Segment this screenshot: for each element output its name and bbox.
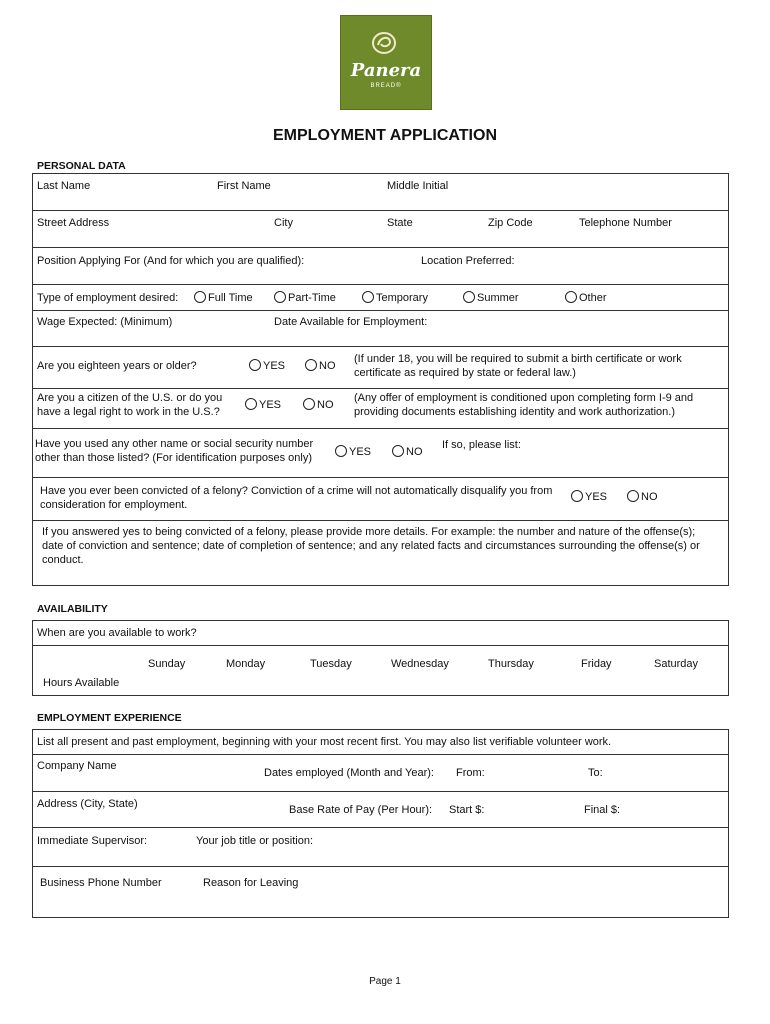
radio-icon[interactable] xyxy=(362,291,374,303)
divider xyxy=(32,310,729,311)
other-option[interactable] xyxy=(565,291,607,304)
summer-option[interactable] xyxy=(463,291,519,304)
option-label: NO xyxy=(406,446,423,458)
option-label: Summer xyxy=(477,292,519,304)
hours-available-label: Hours Available xyxy=(43,677,120,689)
page-number: Page 1 xyxy=(369,976,401,987)
personal-data-heading: PERSONAL DATA xyxy=(37,160,126,172)
divider xyxy=(32,477,729,478)
part-time-option[interactable] xyxy=(274,291,336,304)
divider xyxy=(32,827,729,828)
day-tuesday: Tuesday xyxy=(310,658,352,670)
final-pay-field[interactable]: Final $: xyxy=(584,804,621,816)
day-saturday: Saturday xyxy=(654,658,699,670)
employment-type-label: Type of employment desired: xyxy=(37,292,179,304)
radio-icon[interactable] xyxy=(571,490,583,502)
radio-icon[interactable] xyxy=(274,291,286,303)
citizen-yes-option[interactable] xyxy=(245,398,281,411)
divider xyxy=(32,346,729,347)
age-question: Are you eighteen years or older? xyxy=(37,360,197,372)
option-label: Part-Time xyxy=(288,292,336,304)
state-field[interactable]: State xyxy=(387,217,413,229)
radio-icon[interactable] xyxy=(303,398,315,410)
telephone-field[interactable]: Telephone Number xyxy=(579,217,672,229)
other-name-question: Have you used any other name or social security number other than those listed? (For identification purposes only) xyxy=(35,438,314,464)
availability-question: When are you available to work? xyxy=(37,627,197,639)
company-name-field[interactable]: Company Name xyxy=(37,760,117,772)
radio-icon[interactable] xyxy=(305,359,317,371)
middle-initial-field[interactable]: Middle Initial xyxy=(387,180,449,192)
other-name-yes-option[interactable] xyxy=(335,445,371,458)
day-friday: Friday xyxy=(581,658,612,670)
dates-employed-label: Dates employed (Month and Year): xyxy=(264,767,434,779)
radio-icon[interactable] xyxy=(565,291,577,303)
position-field[interactable]: Position Applying For (And for which you are qualified): xyxy=(37,255,305,267)
panera-logo xyxy=(340,15,432,110)
day-monday: Monday xyxy=(226,658,266,670)
felony-details-field[interactable]: If you answered yes to being convicted of a felony, please provide more details. For example: the number and nature of the offense(s); date of conviction and sentence; date of completion of sentence; and any related facts and circumstances surrounding the offense(s) or conduct. xyxy=(42,526,700,566)
option-label: NO xyxy=(319,360,336,372)
to-field[interactable]: To: xyxy=(588,767,603,779)
supervisor-field[interactable]: Immediate Supervisor: xyxy=(37,835,148,847)
city-field[interactable]: City xyxy=(274,217,293,229)
radio-icon[interactable] xyxy=(245,398,257,410)
radio-icon[interactable] xyxy=(392,445,404,457)
felony-yes-option[interactable] xyxy=(571,490,607,503)
option-label: YES xyxy=(585,491,608,503)
from-field[interactable]: From: xyxy=(456,767,485,779)
day-thursday: Thursday xyxy=(488,658,534,670)
divider xyxy=(32,754,729,755)
job-title-field[interactable]: Your job title or position: xyxy=(196,835,313,847)
location-field[interactable]: Location Preferred: xyxy=(421,255,515,267)
age-no-option[interactable] xyxy=(305,359,336,372)
pay-rate-label: Base Rate of Pay (Per Hour): xyxy=(289,804,433,816)
option-label: YES xyxy=(263,360,286,372)
felony-question: Have you ever been convicted of a felony? Conviction of a crime will not automatically disqualify you from consideration for employment. xyxy=(40,485,553,511)
divider xyxy=(32,247,729,248)
citizen-note: (Any offer of employment is conditioned upon completing form I-9 and providing documents establishing identity and work authorization.) xyxy=(354,392,694,418)
day-sunday: Sunday xyxy=(148,658,186,670)
availability-heading: AVAILABILITY xyxy=(37,603,108,615)
address-field[interactable]: Address (City, State) xyxy=(37,798,138,810)
last-name-field[interactable]: Last Name xyxy=(37,180,91,192)
felony-no-option[interactable] xyxy=(627,490,658,503)
radio-icon[interactable] xyxy=(463,291,475,303)
option-label: YES xyxy=(349,446,372,458)
option-label: Full Time xyxy=(208,292,253,304)
divider xyxy=(32,210,729,211)
panera-bread-icon xyxy=(371,30,397,56)
street-address-field[interactable]: Street Address xyxy=(37,217,110,229)
option-label: YES xyxy=(259,399,282,411)
full-time-option[interactable] xyxy=(194,291,253,304)
radio-icon[interactable] xyxy=(335,445,347,457)
page-title: EMPLOYMENT APPLICATION xyxy=(273,127,497,144)
radio-icon[interactable] xyxy=(627,490,639,502)
option-label: NO xyxy=(641,491,658,503)
divider xyxy=(32,520,729,521)
citizen-no-option[interactable] xyxy=(303,398,334,411)
divider xyxy=(32,284,729,285)
divider xyxy=(32,791,729,792)
experience-instructions: List all present and past employment, beginning with your most recent first. You may also list verifiable volunteer work. xyxy=(37,736,612,748)
radio-icon[interactable] xyxy=(194,291,206,303)
radio-icon[interactable] xyxy=(249,359,261,371)
experience-box xyxy=(32,729,729,918)
divider xyxy=(32,866,729,867)
start-pay-field[interactable]: Start $: xyxy=(449,804,485,816)
divider xyxy=(32,388,729,389)
experience-heading: EMPLOYMENT EXPERIENCE xyxy=(37,712,182,724)
zip-code-field[interactable]: Zip Code xyxy=(488,217,533,229)
age-yes-option[interactable] xyxy=(249,359,285,372)
age-note: (If under 18, you will be required to submit a birth certificate or work certificate as required by state or federal law.) xyxy=(354,353,682,379)
other-name-no-option[interactable] xyxy=(392,445,423,458)
option-label: Temporary xyxy=(376,292,428,304)
first-name-field[interactable]: First Name xyxy=(217,180,271,192)
if-so-field[interactable]: If so, please list: xyxy=(442,439,521,451)
option-label: Other xyxy=(579,292,607,304)
divider xyxy=(32,645,729,646)
citizen-question: Are you a citizen of the U.S. or do you have a legal right to work in the U.S.? xyxy=(37,392,223,418)
date-available-field[interactable]: Date Available for Employment: xyxy=(274,316,428,328)
reason-for-leaving-field[interactable]: Reason for Leaving xyxy=(203,877,299,889)
temporary-option[interactable] xyxy=(362,291,428,304)
day-wednesday: Wednesday xyxy=(391,658,449,670)
option-label: NO xyxy=(317,399,334,411)
wage-field[interactable]: Wage Expected: (Minimum) xyxy=(37,316,173,328)
business-phone-field[interactable]: Business Phone Number xyxy=(40,877,162,889)
logo-brand: Panera xyxy=(350,60,422,81)
divider xyxy=(32,428,729,429)
logo-subtitle: BREAD® xyxy=(370,83,402,89)
